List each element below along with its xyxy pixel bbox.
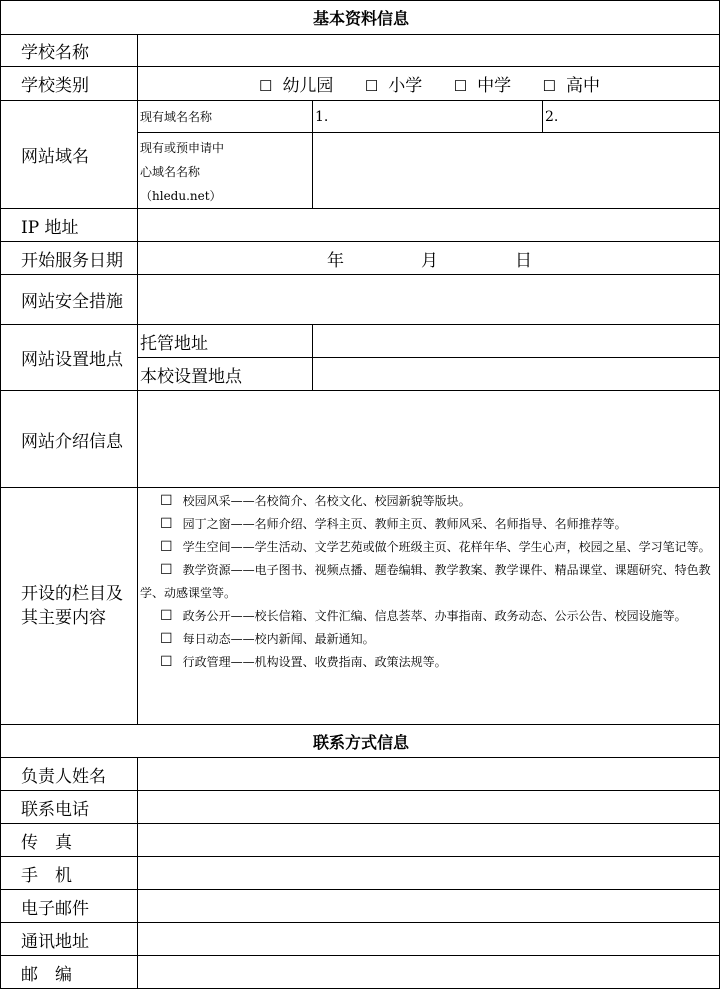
fax-label: 传 真 <box>1 824 138 857</box>
column-option-text: 教学资源——电子图书、视频点播、题卷编辑、教学教案、教学课件、精品课堂、课题研究、特色教学、动感课堂等。 <box>140 563 711 600</box>
email-label: 电子邮件 <box>1 890 138 923</box>
person-name-label: 负责人姓名 <box>1 758 138 791</box>
column-option-text: 园丁之窗——名师介绍、学科主页、教师主页、教师风采、名师指导、名师推荐等。 <box>182 517 627 531</box>
column-option-text: 行政管理——机构设置、收费指南、政策法规等。 <box>182 655 447 669</box>
center-domain-example: （hledu.net） <box>140 189 222 203</box>
existing-domain-label: 现有域名名称 <box>138 101 313 133</box>
checkbox-icon[interactable]: ☐ <box>160 654 173 670</box>
phone-field[interactable] <box>138 791 720 824</box>
checkbox-icon[interactable]: ☐ <box>160 631 173 647</box>
columns-label <box>1 488 138 725</box>
domain-number-1: 1. <box>315 108 329 125</box>
school-type-middle[interactable] <box>454 71 511 96</box>
center-domain-field[interactable] <box>313 133 720 209</box>
intro-field[interactable] <box>138 391 720 488</box>
domain-number-2: 2. <box>545 108 559 125</box>
school-type-kindergarten[interactable] <box>259 71 333 96</box>
column-option-students[interactable] <box>140 536 719 559</box>
checkbox-icon[interactable]: ☐ <box>160 608 173 624</box>
hosting-address-field[interactable] <box>313 325 720 358</box>
checkbox-icon[interactable]: ☐ <box>258 77 273 95</box>
column-option-daily[interactable] <box>140 628 719 651</box>
fax-field[interactable] <box>138 824 720 857</box>
person-name-field[interactable] <box>138 758 720 791</box>
column-option-campus[interactable] <box>140 490 719 513</box>
local-location-label: 本校设置地点 <box>138 358 313 391</box>
security-label: 网站安全措施 <box>1 275 138 325</box>
security-field[interactable] <box>138 275 720 325</box>
column-option-admin[interactable] <box>140 651 719 674</box>
date-month-unit: 月 <box>421 250 438 271</box>
mobile-label: 手 机 <box>1 857 138 890</box>
ip-address-field[interactable] <box>138 209 720 242</box>
school-type-kindergarten-label: 幼儿园 <box>282 76 334 96</box>
column-option-resources[interactable] <box>140 559 719 605</box>
ip-address-label: IP 地址 <box>1 209 138 242</box>
column-option-teachers[interactable] <box>140 513 719 536</box>
school-type-high[interactable] <box>543 71 600 96</box>
checkbox-icon[interactable]: ☐ <box>160 516 173 532</box>
center-domain-line1: 现有或预申请中 <box>140 141 225 155</box>
column-option-text: 学生空间——学生活动、文学艺苑或做个班级主页、花样年华、学生心声，校园之星、学习笔记等。 <box>182 540 711 554</box>
checkbox-icon[interactable]: ☐ <box>364 77 379 95</box>
mobile-field[interactable] <box>138 857 720 890</box>
school-name-field[interactable] <box>138 35 720 67</box>
school-name-label: 学校名称 <box>1 35 138 67</box>
phone-label: 联系电话 <box>1 791 138 824</box>
date-year-unit: 年 <box>327 250 344 271</box>
column-option-text: 政务公开——校长信箱、文件汇编、信息荟萃、办事指南、政务动态、公示公告、校园设施等。 <box>182 609 687 623</box>
address-label: 通讯地址 <box>1 923 138 956</box>
center-domain-line2: 心域名名称 <box>140 165 201 179</box>
start-date-field[interactable] <box>138 242 720 275</box>
columns-options <box>138 488 720 725</box>
contact-info-section-title: 联系方式信息 <box>1 725 720 758</box>
hosting-address-label: 托管地址 <box>138 325 313 358</box>
domain-field-2[interactable] <box>543 101 720 133</box>
checkbox-icon[interactable]: ☐ <box>542 77 557 95</box>
domain-field-1[interactable] <box>313 101 543 133</box>
columns-label-text: 开设的栏目及其主要内容 <box>21 584 123 628</box>
school-type-options <box>138 67 720 101</box>
address-field[interactable] <box>138 923 720 956</box>
school-type-primary-label: 小学 <box>388 76 423 96</box>
column-option-affairs[interactable] <box>140 605 719 628</box>
basic-info-section-title: 基本资料信息 <box>1 1 720 35</box>
center-domain-label <box>138 133 313 209</box>
column-option-text: 校园风采——名校简介、名校文化、校园新貌等版块。 <box>182 494 471 508</box>
location-label: 网站设置地点 <box>1 325 138 391</box>
postcode-label: 邮 编 <box>1 956 138 989</box>
email-field[interactable] <box>138 890 720 923</box>
checkbox-icon[interactable]: ☐ <box>160 539 173 555</box>
local-location-field[interactable] <box>313 358 720 391</box>
postcode-field[interactable] <box>138 956 720 989</box>
school-type-middle-label: 中学 <box>477 76 512 96</box>
school-type-high-label: 高中 <box>566 76 601 96</box>
school-type-primary[interactable] <box>365 71 422 96</box>
intro-label: 网站介绍信息 <box>1 391 138 488</box>
domain-label: 网站域名 <box>1 101 138 209</box>
checkbox-icon[interactable]: ☐ <box>160 493 173 509</box>
checkbox-icon[interactable]: ☐ <box>160 562 173 578</box>
start-date-label: 开始服务日期 <box>1 242 138 275</box>
school-type-label: 学校类别 <box>1 67 138 101</box>
column-option-text: 每日动态——校内新闻、最新通知。 <box>182 632 375 646</box>
checkbox-icon[interactable]: ☐ <box>453 77 468 95</box>
date-day-unit: 日 <box>515 250 532 271</box>
